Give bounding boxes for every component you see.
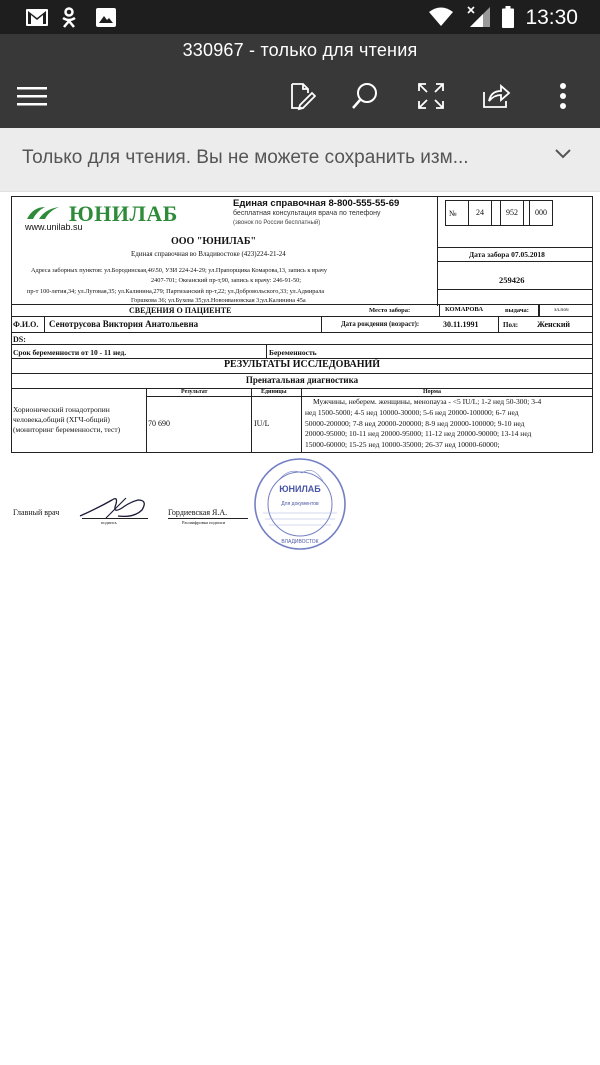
- result-value: 70 690: [148, 419, 170, 428]
- menu-button[interactable]: [14, 78, 50, 114]
- signer-name: Гордиевская Я.А.: [168, 508, 228, 517]
- reference-range: Мужчины, неберем. женщины, менопауза - <5 IU/L; 1-2 нед 50-300; 3-4 нед 1500-5000; 4-5 нед 10000-30000; 5-6 нед 20000-100000; 6-7 нед 50000-200000; 7-8 нед 20000-200000; 8-9 нед 20000-100000; 9-10 нед 20000-95000; 10-11 нед 20000-95000; 11-12 нед 20000-90000; 13-14 нед 15000-60000; 15-25 нед 10000-35000; 26-37 нед 10000-60000;: [305, 397, 542, 450]
- share-button[interactable]: [478, 78, 514, 114]
- hotline-title: Единая справочная 8-800-555-55-69: [233, 198, 400, 209]
- unilab-logo-text: ЮНИЛАБ: [69, 201, 178, 226]
- col-result: Результат: [181, 389, 208, 395]
- hamburger-icon: [17, 85, 47, 107]
- document-title: 330967 - только для чтения: [182, 40, 418, 60]
- number-box: № 24 952 000: [445, 200, 553, 226]
- fullscreen-icon: [417, 82, 445, 110]
- hotline-subtitle: бесплатная консультация врача по телефону: [233, 210, 381, 217]
- battery-icon: [502, 6, 514, 28]
- ds-label: DS:: [13, 335, 26, 344]
- gallery-icon: [96, 8, 116, 27]
- signer-role: Главный врач: [13, 508, 60, 517]
- pregnancy-label: Беременность: [269, 348, 317, 357]
- stamp-name: ЮНИЛАБ: [279, 484, 321, 494]
- read-only-banner[interactable]: [0, 128, 600, 192]
- company-stamp: [253, 455, 347, 553]
- more-vertical-icon: [559, 83, 567, 109]
- patient-section-title: СВЕДЕНИЯ О ПАЦИЕНТЕ: [129, 306, 232, 315]
- issue-label: выдача:: [505, 307, 529, 314]
- search-button[interactable]: [347, 78, 383, 114]
- search-icon: [350, 81, 380, 111]
- signal-icon: [466, 5, 490, 27]
- signature-caption: подпись: [101, 520, 117, 525]
- org-address-1: Адреса заборных пунктов: ул.Бородинская,46\50, УЗИ 224-24-29; ул.Прапорщика Комарова,13, запись к врачу: [31, 267, 327, 274]
- document-page: [11, 196, 593, 454]
- org-name: ООО "ЮНИЛАБ": [171, 236, 257, 247]
- fio-label: Ф.И.О.: [13, 320, 39, 329]
- clock: 13:30: [525, 6, 578, 29]
- read-only-message: Только для чтения. Вы не можете сохранить изм...: [22, 147, 469, 168]
- app-toolbar: [0, 34, 600, 128]
- collect-date: Дата забора 07.05.2018: [469, 250, 545, 259]
- sex-value: Женский: [537, 320, 571, 329]
- more-options-button[interactable]: [545, 78, 581, 114]
- patient-name: Сенотрусова Виктория Анатольевна: [49, 319, 199, 329]
- org-address-3: пр-т 100-летия,34; ул.Луговая,35; ул.Калинина,279; Партизанский пр-т,22; ул.Добровольского,33; ул.Адмирала: [27, 288, 325, 295]
- place-value: КОМАРОВА: [445, 306, 484, 313]
- org-address-2: 2407-701; Океанский пр-т,90, запись к врачу: 246-91-50;: [151, 277, 302, 284]
- gmail-icon: [26, 9, 48, 26]
- hotline-note: (звонок по России бесплатный): [233, 220, 321, 226]
- edit-button[interactable]: [283, 78, 319, 114]
- wifi-icon: [428, 7, 454, 27]
- pregnancy-term: Срок беременности от 10 - 11 нед.: [13, 348, 127, 357]
- odnoklassniki-icon: [60, 7, 78, 29]
- col-units: Единицы: [261, 389, 287, 395]
- name-caption: Расшифровка подписи: [182, 520, 226, 525]
- status-bar: [0, 0, 600, 34]
- order-number: 259426: [499, 275, 525, 285]
- org-phone: Единая справочная во Владивостоке (423)224-21-24: [131, 250, 286, 258]
- share-icon: [481, 82, 511, 110]
- stamp-city: ВЛАДИВОСТОК: [281, 539, 319, 545]
- dob-value: 30.11.1991: [443, 320, 479, 329]
- org-address-4: Горшкова 36; ул.Бухева 35;ул.Новоивановская 3;ул.Калинина 45а: [131, 297, 306, 303]
- stamp-sub: Для документов: [281, 501, 319, 507]
- results-subtitle: Пренатальная диагностика: [245, 375, 359, 385]
- edit-document-icon: [286, 81, 316, 111]
- place-label: Место забора:: [369, 307, 411, 314]
- website: www.unilab.su: [25, 222, 83, 232]
- test-name: Хорионический гонадотропин человека,общий (ХГЧ-общий) (мониторинг беременности, тест): [13, 405, 121, 434]
- fullscreen-button[interactable]: [413, 78, 449, 114]
- unilab-logo-icon: [25, 205, 63, 221]
- results-title: РЕЗУЛЬТАТЫ ИССЛЕДОВАНИЙ: [223, 359, 381, 370]
- issue-value: эл.поч: [554, 307, 569, 313]
- col-norm: Норма: [423, 389, 441, 395]
- result-units: IU/L: [254, 419, 270, 428]
- chevron-down-icon[interactable]: [554, 148, 572, 160]
- sex-label: Пол:: [503, 321, 519, 329]
- dob-label: Дата рождения (возраст):: [341, 321, 420, 328]
